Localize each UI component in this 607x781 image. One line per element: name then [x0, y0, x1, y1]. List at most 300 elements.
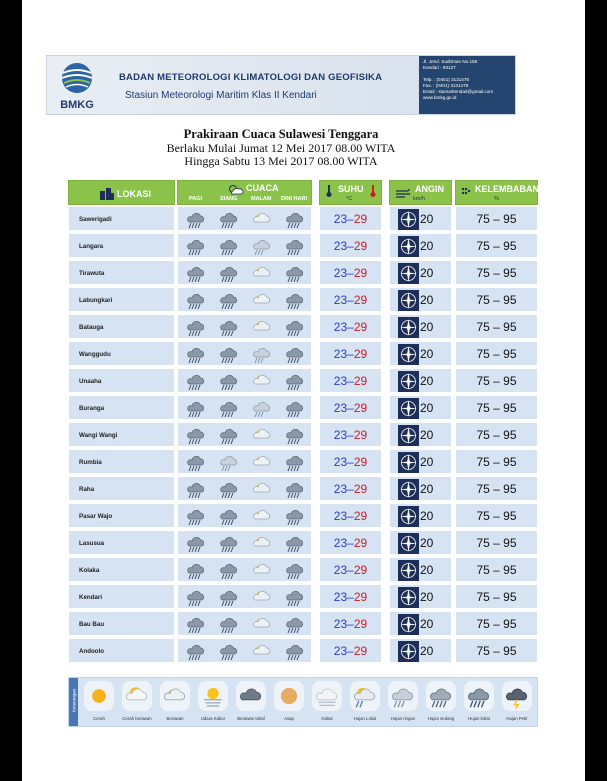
rain-heavy-icon — [186, 318, 206, 336]
column-header-cuaca — [177, 180, 312, 205]
temp-max: 29 — [353, 374, 368, 388]
rain-heavy-icon — [285, 453, 305, 471]
temp-min: 23 — [333, 536, 348, 550]
legend-item-label: Hujan Petir — [506, 716, 528, 721]
humidity-cell: 75 – 95 — [455, 341, 538, 366]
temp-max: 29 — [353, 212, 368, 226]
location-name: Wangi Wangi — [68, 422, 175, 447]
temperature-cell — [319, 233, 382, 258]
temp-max: 29 — [353, 617, 368, 631]
rain-heavy-icon — [285, 291, 305, 309]
compass-icon — [398, 506, 419, 527]
wind-speed: 20 — [420, 536, 434, 550]
table-row — [68, 611, 538, 636]
smoke-icon — [274, 681, 304, 711]
partly-cloudy-icon — [252, 588, 272, 606]
rain-heavy-icon — [219, 480, 239, 498]
wind-speed: 20 — [420, 266, 434, 280]
rain-heavy-icon — [285, 372, 305, 390]
weather-cell — [177, 584, 312, 609]
wind-speed: 20 — [420, 320, 434, 334]
contact-line: Email : stamarkendari@gmail.com — [423, 89, 494, 94]
wind-icon — [396, 185, 412, 203]
thermometer-red-icon — [370, 184, 376, 202]
weather-cell — [177, 476, 312, 501]
partly-cloudy-icon — [252, 210, 272, 228]
legend-item-label: Udara Kabur — [200, 716, 226, 721]
temp-max: 29 — [353, 320, 368, 334]
rain-light-icon — [219, 453, 239, 471]
location-name: Rumbia — [68, 449, 175, 474]
wind-speed: 20 — [420, 239, 434, 253]
sun-icon — [84, 681, 114, 711]
temp-min: 23 — [333, 509, 348, 523]
weather-cell — [177, 611, 312, 636]
forecast-title: Prakiraan Cuaca Sulawesi Tenggara — [183, 127, 379, 141]
rain-heavy-icon — [285, 588, 305, 606]
contact-line: Kendari - 93127 — [423, 65, 456, 70]
compass-icon — [398, 533, 419, 554]
temp-dash: – — [347, 239, 354, 253]
agency-name: BADAN METEOROLOGI KLIMATOLOGI DAN GEOFISIKA — [119, 72, 383, 83]
compass-icon — [398, 560, 419, 581]
lokasi-label: LOKASI — [117, 189, 152, 199]
thunderstorm-icon — [502, 681, 532, 711]
rain-heavy-icon — [186, 237, 206, 255]
temperature-cell — [319, 422, 382, 447]
wind-cell — [389, 341, 452, 366]
column-header-suhu — [319, 180, 382, 205]
temp-max: 29 — [353, 482, 368, 496]
rain-heavy-icon — [219, 642, 239, 660]
temp-max: 29 — [353, 590, 368, 604]
siang-label: SIANG — [220, 196, 238, 202]
wind-cell — [389, 395, 452, 420]
partly-cloudy-icon — [252, 453, 272, 471]
table-row — [68, 476, 538, 501]
valid-from: Berlaku Mulai Jumat 12 Mei 2017 08.00 WITA — [166, 141, 396, 155]
weather-cell — [177, 314, 312, 339]
weather-cell — [177, 530, 312, 555]
wind-speed: 20 — [420, 563, 434, 577]
rain-heavy-icon — [186, 210, 206, 228]
temp-dash: – — [347, 509, 354, 523]
location-name: Raha — [68, 476, 175, 501]
weather-cell — [177, 638, 312, 663]
rain-heavy-icon — [219, 534, 239, 552]
table-row — [68, 341, 538, 366]
humidity-cell: 75 – 95 — [455, 503, 538, 528]
rain-heavy-icon — [186, 561, 206, 579]
location-name: Bau Bau — [68, 611, 175, 636]
temp-min: 23 — [333, 455, 348, 469]
temp-min: 23 — [333, 239, 348, 253]
partly-cloudy-icon — [252, 534, 272, 552]
partly-cloudy-icon — [160, 681, 190, 711]
temp-max: 29 — [353, 509, 368, 523]
column-header-angin — [389, 180, 452, 205]
rain-heavy-icon — [219, 588, 239, 606]
rain-heavy-icon — [186, 291, 206, 309]
partly-cloudy-icon — [252, 561, 272, 579]
humidity-cell: 75 – 95 — [455, 395, 538, 420]
temp-dash: – — [347, 455, 354, 469]
temp-min: 23 — [333, 617, 348, 631]
wind-cell — [389, 503, 452, 528]
fog-icon — [312, 681, 342, 711]
legend-item — [462, 681, 496, 725]
temperature-cell — [319, 557, 382, 582]
wind-speed: 20 — [420, 293, 434, 307]
humidity-cell: 75 – 95 — [455, 314, 538, 339]
temp-max: 29 — [353, 401, 368, 415]
temp-min: 23 — [333, 482, 348, 496]
rain-heavy-icon — [219, 237, 239, 255]
legend-item-label: Hujan lebat — [468, 716, 490, 721]
legend-item — [82, 681, 116, 725]
rain-heavy-icon — [285, 264, 305, 282]
table-row — [68, 422, 538, 447]
temp-max: 29 — [353, 455, 368, 469]
temp-min: 23 — [333, 266, 348, 280]
rain-heavy-icon — [219, 345, 239, 363]
wind-cell — [389, 557, 452, 582]
temperature-cell — [319, 476, 382, 501]
wind-speed: 20 — [420, 590, 434, 604]
station-name: Stasiun Meteorologi Maritim Klas II Kendari — [125, 90, 317, 101]
rain-heavy-icon — [285, 426, 305, 444]
temp-max: 29 — [353, 293, 368, 307]
temp-max: 29 — [353, 428, 368, 442]
rain-light-icon — [252, 237, 272, 255]
rain-heavy-icon — [219, 210, 239, 228]
weather-cell — [177, 233, 312, 258]
legend-item — [348, 681, 382, 725]
rain-heavy-icon — [285, 399, 305, 417]
rain-heavy-icon — [186, 507, 206, 525]
temp-dash: – — [347, 212, 354, 226]
rain-heavy-icon — [464, 681, 494, 711]
wind-speed: 20 — [420, 482, 434, 496]
rain-heavy-icon — [219, 561, 239, 579]
temp-min: 23 — [333, 374, 348, 388]
rain-light-icon — [388, 681, 418, 711]
legend-item — [120, 681, 154, 725]
temperature-cell — [319, 503, 382, 528]
rain-heavy-icon — [285, 237, 305, 255]
location-name: Kendari — [68, 584, 175, 609]
compass-icon — [398, 344, 419, 365]
rain-heavy-icon — [285, 318, 305, 336]
table-row — [68, 449, 538, 474]
legend-item-label: Cerah berawan — [122, 716, 152, 721]
temp-max: 29 — [353, 347, 368, 361]
compass-icon — [398, 290, 419, 311]
droplets-icon — [461, 184, 471, 202]
table-row — [68, 368, 538, 393]
legend-item-label: Asap — [284, 716, 294, 721]
table-row — [68, 530, 538, 555]
legend-item — [386, 681, 420, 725]
compass-icon — [398, 614, 419, 635]
table-row — [68, 233, 538, 258]
wind-cell — [389, 611, 452, 636]
rain-heavy-icon — [285, 642, 305, 660]
humidity-cell: 75 – 95 — [455, 368, 538, 393]
temperature-cell — [319, 638, 382, 663]
partly-cloudy-icon — [252, 480, 272, 498]
humidity-cell: 75 – 95 — [455, 611, 538, 636]
legend-item-label: Hujan Lokal — [353, 716, 377, 721]
temp-max: 29 — [353, 266, 368, 280]
legend-item-label: Kabut — [321, 716, 333, 721]
temperature-cell — [319, 584, 382, 609]
weather-cell — [177, 503, 312, 528]
table-row — [68, 638, 538, 663]
temperature-cell — [319, 314, 382, 339]
suhu-unit: °C — [346, 196, 353, 202]
temp-dash: – — [347, 266, 354, 280]
compass-icon — [398, 479, 419, 500]
location-name: Pasar Wajo — [68, 503, 175, 528]
suhu-label: SUHU — [338, 184, 364, 194]
contact-line: Fax. : (0401) 3131478 — [423, 83, 469, 88]
legend-item-label: Berawan — [166, 716, 184, 721]
cuaca-label: CUACA — [246, 183, 279, 193]
rain-heavy-icon — [219, 372, 239, 390]
temp-dash: – — [347, 401, 354, 415]
temp-dash: – — [347, 374, 354, 388]
wind-cell — [389, 449, 452, 474]
wind-cell — [389, 287, 452, 312]
legend-item — [196, 681, 230, 725]
compass-icon — [398, 317, 419, 338]
rain-heavy-icon — [186, 426, 206, 444]
temp-dash: – — [347, 617, 354, 631]
temp-min: 23 — [333, 563, 348, 577]
contact-line: www.bmkg.go.id — [423, 95, 457, 100]
location-name: Buranga — [68, 395, 175, 420]
compass-icon — [398, 587, 419, 608]
rain-heavy-icon — [219, 264, 239, 282]
location-name: Wanggudu — [68, 341, 175, 366]
rain-heavy-icon — [285, 480, 305, 498]
rain-local-icon — [350, 681, 380, 711]
kelembaban-label: KELEMBABAN — [475, 184, 539, 194]
temp-dash: – — [347, 590, 354, 604]
rain-light-icon — [252, 399, 272, 417]
rain-light-icon — [252, 345, 272, 363]
rain-heavy-icon — [186, 480, 206, 498]
temperature-cell — [319, 341, 382, 366]
wind-cell — [389, 233, 452, 258]
wind-cell — [389, 206, 452, 231]
legend-item-label: Berawan tebal — [237, 716, 265, 721]
rain-heavy-icon — [285, 507, 305, 525]
location-name: Lasusua — [68, 530, 175, 555]
contact-line: Jl. Jend. Sudirman No.158 — [423, 59, 478, 64]
temp-min: 23 — [333, 644, 348, 658]
humidity-cell: 75 – 95 — [455, 287, 538, 312]
rain-heavy-icon — [219, 615, 239, 633]
temp-min: 23 — [333, 293, 348, 307]
location-name: Tirawuta — [68, 260, 175, 285]
rain-heavy-icon — [285, 534, 305, 552]
temp-dash: – — [347, 320, 354, 334]
temp-dash: – — [347, 428, 354, 442]
weather-cell — [177, 557, 312, 582]
wind-speed: 20 — [420, 374, 434, 388]
compass-icon — [398, 452, 419, 473]
temp-min: 23 — [333, 428, 348, 442]
partly-cloudy-icon — [252, 291, 272, 309]
compass-icon — [398, 641, 419, 662]
wind-speed: 20 — [420, 644, 434, 658]
table-row — [68, 314, 538, 339]
humidity-cell: 75 – 95 — [455, 206, 538, 231]
header-banner — [46, 55, 516, 115]
legend-side-label: Keterangan — [71, 688, 77, 713]
location-name: Kolaka — [68, 557, 175, 582]
building-icon — [99, 187, 115, 205]
temp-dash: – — [347, 563, 354, 577]
temp-dash: – — [347, 347, 354, 361]
location-name: Andoolo — [68, 638, 175, 663]
compass-icon — [398, 209, 419, 230]
humidity-cell: 75 – 95 — [455, 476, 538, 501]
rain-heavy-icon — [219, 426, 239, 444]
compass-icon — [398, 236, 419, 257]
rain-heavy-icon — [285, 345, 305, 363]
rain-heavy-icon — [186, 453, 206, 471]
rain-medium-icon — [426, 681, 456, 711]
angin-unit: km/h — [413, 196, 425, 202]
wind-speed: 20 — [420, 455, 434, 469]
location-name: Sawerigadi — [68, 206, 175, 231]
partly-cloudy-icon — [252, 507, 272, 525]
partly-cloudy-icon — [252, 318, 272, 336]
weather-cell — [177, 449, 312, 474]
table-row — [68, 503, 538, 528]
bmkg-logo — [53, 60, 101, 112]
wind-speed: 20 — [420, 509, 434, 523]
rain-heavy-icon — [186, 534, 206, 552]
kelembaban-unit: % — [494, 196, 499, 202]
rain-heavy-icon — [285, 615, 305, 633]
temp-dash: – — [347, 644, 354, 658]
temp-dash: – — [347, 293, 354, 307]
weather-legend — [68, 677, 538, 727]
legend-item — [500, 681, 534, 725]
legend-item-label: Hujan sedang — [427, 716, 455, 721]
haze-sun-icon — [198, 681, 228, 711]
rain-heavy-icon — [219, 291, 239, 309]
weather-cell — [177, 422, 312, 447]
partly-cloudy-icon — [252, 615, 272, 633]
angin-label: ANGIN — [415, 184, 444, 194]
temperature-cell — [319, 260, 382, 285]
rain-heavy-icon — [285, 561, 305, 579]
rain-heavy-icon — [219, 399, 239, 417]
location-name: Batauga — [68, 314, 175, 339]
compass-icon — [398, 371, 419, 392]
cloud-dark-icon — [236, 681, 266, 711]
rain-heavy-icon — [219, 507, 239, 525]
contact-line: Telp. : (0401) 3131478 — [423, 77, 469, 82]
table-row — [68, 557, 538, 582]
logo-text: BMKG — [60, 99, 94, 111]
rain-heavy-icon — [186, 588, 206, 606]
humidity-cell: 75 – 95 — [455, 449, 538, 474]
wind-cell — [389, 584, 452, 609]
legend-item-label: Hujan ringan — [390, 716, 416, 721]
humidity-cell: 75 – 95 — [455, 638, 538, 663]
wind-cell — [389, 476, 452, 501]
table-row — [68, 287, 538, 312]
column-header-kelembaban — [455, 180, 538, 205]
dini-hari-label: DINI HARI — [281, 196, 307, 202]
temp-min: 23 — [333, 347, 348, 361]
temp-dash: – — [347, 536, 354, 550]
wind-cell — [389, 530, 452, 555]
wind-speed: 20 — [420, 428, 434, 442]
temp-max: 29 — [353, 239, 368, 253]
weather-cell — [177, 341, 312, 366]
wind-cell — [389, 314, 452, 339]
rain-heavy-icon — [186, 264, 206, 282]
wind-speed: 20 — [420, 617, 434, 631]
legend-item — [234, 681, 268, 725]
weather-cell — [177, 368, 312, 393]
temperature-cell — [319, 287, 382, 312]
legend-item — [272, 681, 306, 725]
wind-cell — [389, 368, 452, 393]
partly-cloudy-icon — [252, 264, 272, 282]
wind-speed: 20 — [420, 401, 434, 415]
rain-heavy-icon — [186, 399, 206, 417]
humidity-cell: 75 – 95 — [455, 584, 538, 609]
rain-heavy-icon — [186, 642, 206, 660]
humidity-cell: 75 – 95 — [455, 260, 538, 285]
wind-speed: 20 — [420, 347, 434, 361]
temp-min: 23 — [333, 590, 348, 604]
legend-item — [310, 681, 344, 725]
temp-max: 29 — [353, 644, 368, 658]
weather-cell — [177, 206, 312, 231]
weather-cell — [177, 260, 312, 285]
humidity-cell: 75 – 95 — [455, 233, 538, 258]
temp-dash: – — [347, 482, 354, 496]
sun-cloud-icon — [122, 681, 152, 711]
rain-heavy-icon — [219, 318, 239, 336]
humidity-cell: 75 – 95 — [455, 530, 538, 555]
compass-icon — [398, 398, 419, 419]
weather-cell — [177, 287, 312, 312]
temp-min: 23 — [333, 212, 348, 226]
temperature-cell — [319, 395, 382, 420]
temp-min: 23 — [333, 401, 348, 415]
table-row — [68, 260, 538, 285]
table-row — [68, 395, 538, 420]
compass-icon — [398, 425, 419, 446]
malam-label: MALAM — [251, 196, 272, 202]
wind-speed: 20 — [420, 212, 434, 226]
wind-cell — [389, 260, 452, 285]
location-name: Labungkari — [68, 287, 175, 312]
partly-cloudy-icon — [252, 426, 272, 444]
temp-min: 23 — [333, 320, 348, 334]
location-name: Langara — [68, 233, 175, 258]
